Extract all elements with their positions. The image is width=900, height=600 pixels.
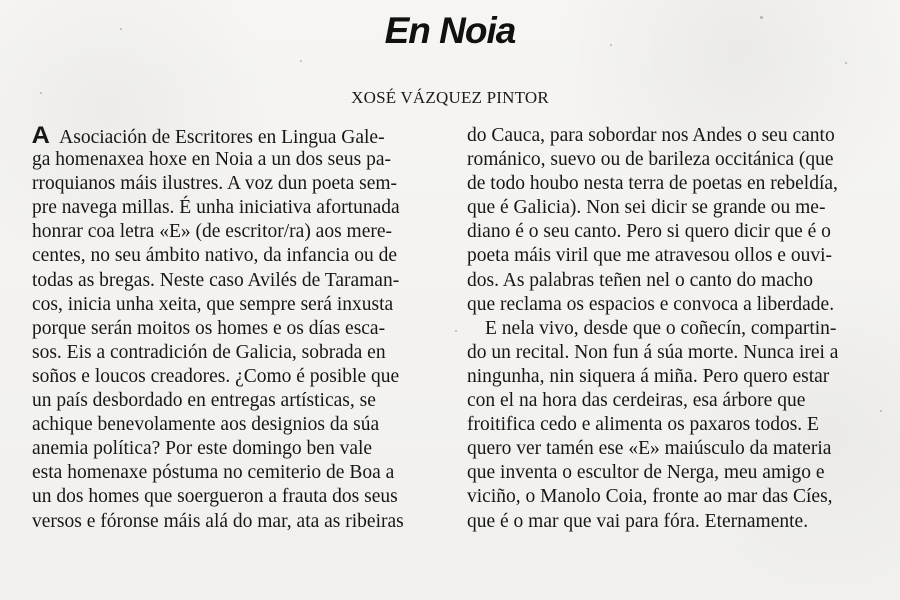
text-line: ningunha, nin siquera á miña. Pero quero estar <box>467 365 830 387</box>
print-speck <box>845 62 847 64</box>
print-speck <box>300 60 302 62</box>
text-line: rroquianos máis ilustres. A voz dun poeta sem- <box>32 173 398 195</box>
text-line: diano é o seu canto. Pero si quero dicir que é o <box>467 221 831 243</box>
text-line: esta homenaxe póstuma no cemiterio de Boa a <box>32 462 395 484</box>
text-line: honrar coa letra «E» (de escritor/ra) aos mere- <box>32 221 393 243</box>
text-line: poeta máis viril que me atravesou ollos e ouvi- <box>467 245 832 267</box>
text-line: pre navega millas. É unha iniciativa afortunada <box>32 197 400 219</box>
article-byline: XOSÉ VÁZQUEZ PINTOR <box>351 88 549 107</box>
text-line-content: Asociación de Escritores en Lingua Gale- <box>55 127 385 148</box>
drop-cap: A <box>31 122 50 149</box>
text-line <box>32 124 447 148</box>
print-speck <box>610 44 612 46</box>
article-title: En Noia <box>384 10 516 51</box>
text-line: froitifica cedo e alimenta os paxaros todos. E <box>467 414 819 436</box>
text-line: dos. As palabras teñen nel o canto do macho <box>467 269 814 291</box>
print-speck <box>120 28 122 30</box>
text-line: achique benevolamente aos designios da súa <box>32 414 380 436</box>
text-line: con el na hora das cerdeiras, esa árbore que <box>467 390 806 412</box>
text-line: que é o mar que vai para fóra. Eternamente. <box>467 510 809 532</box>
print-speck <box>455 330 457 332</box>
text-line: que reclama os espacios e convoca a liberdade. <box>467 293 835 315</box>
text-line: centes, no seu ámbito nativo, da infancia ou de <box>32 245 397 267</box>
print-speck <box>760 16 763 19</box>
text-line: viciño, o Manolo Coia, fronte ao mar das Cíes, <box>467 486 833 508</box>
text-line: de todo houbo nesta terra de poetas en rebeldía, <box>467 173 838 195</box>
right-column <box>467 124 887 534</box>
text-line: románico, suevo ou de barileza occitánica (que <box>467 149 834 171</box>
text-line: anemia política? Por este domingo ben vale <box>32 438 373 460</box>
text-line: que é Galicia). Non sei dicir se grande ou me- <box>467 197 826 219</box>
text-line: do Cauca, para sobordar nos Andes o seu canto <box>467 125 835 146</box>
text-line: todas as bregas. Neste caso Avilés de Taraman- <box>32 269 400 291</box>
print-speck <box>40 92 42 94</box>
text-line: ga homenaxea hoxe en Noia a un dos seus pa- <box>32 149 392 171</box>
text-line: soños e loucos creadores. ¿Como é posible que <box>32 365 400 387</box>
text-line: cos, inicia unha xeita, que sempre será inxusta <box>32 293 394 315</box>
text-line: porque serán moitos os homes e os días esca- <box>32 317 386 339</box>
text-line: quero ver tamén ese «E» maiúsculo da materia <box>467 438 832 460</box>
print-speck <box>880 410 882 412</box>
left-column <box>32 124 447 534</box>
text-line: que inventa o escultor de Nerga, meu amigo e <box>467 462 825 484</box>
text-line: do un recital. Non fun á súa morte. Nunca irei a <box>467 341 839 363</box>
text-line: un país desbordado en entregas artísticas, se <box>32 390 376 412</box>
text-line: versos e fóronse máis alá do mar, ata as ribeiras <box>32 510 404 532</box>
text-line: sos. Eis a contradición de Galicia, sobrada en <box>32 341 386 363</box>
text-line: un dos homes que soergueron a frauta dos seus <box>32 486 398 508</box>
text-line: E nela vivo, desde que o coñecín, compartin- <box>485 317 837 339</box>
